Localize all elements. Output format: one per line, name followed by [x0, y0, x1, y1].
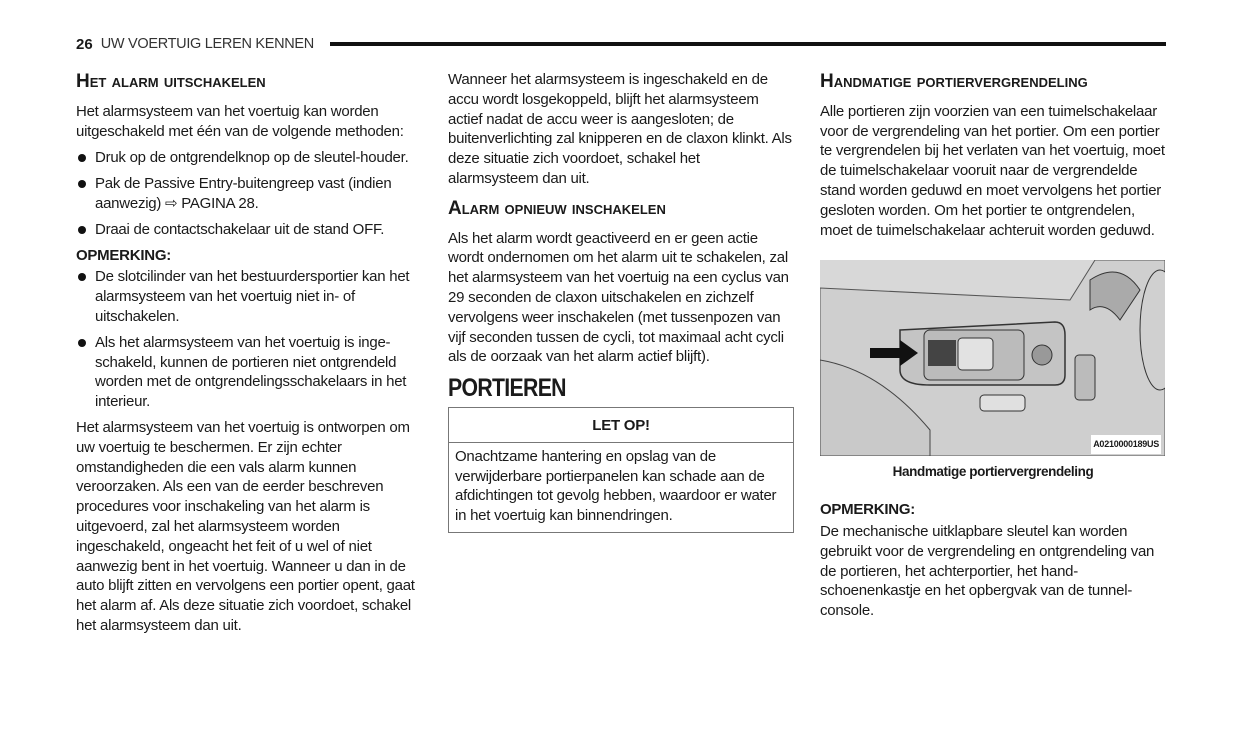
list-item: Pak de Passive Entry-buitengreep vast (indien aanwezig) ⇨ PAGINA 28. [76, 174, 421, 214]
figure-caption: Handmatige portiervergrendeling [892, 464, 1094, 480]
note-label: OPMERKING: [76, 246, 171, 264]
body-paragraph: Alle portieren zijn voorzien van een tuimelschakelaar voor de vergrendeling van het portier. Om een portier te vergrendelen bij het verlaten van het voertuig, moet de tuimelschakelaar vooruit naar de vergrendelde stand worden geduwd en moet vervolgens het portier gesloten worden. Om het portier te ontgrendelen, moet de tuimelschakelaar achteruit worden geduwd. [820, 102, 1165, 239]
figure-id: A0210000189US [1091, 435, 1161, 455]
note-label: OPMERKING: [820, 501, 915, 519]
caution-title: LET OP! [449, 408, 793, 443]
note-list [76, 267, 421, 412]
door-lock-figure [820, 260, 1165, 456]
list-item: Druk op de ontgrendelknop op de sleutel-houder. [76, 148, 421, 168]
body-paragraph: Wanneer het alarmsysteem is ingeschakeld en de accu wordt losgekoppeld, blijft het alarmsysteem actief nadat de accu weer is aangesloten; de buitenverlichting zal knipperen en de claxon klinkt. Als deze situatie zich voordoet, schakel het alarmsysteem dan uit. [448, 71, 792, 187]
body-paragraph: Als het alarm wordt geactiveerd en er geen actie wordt ondernomen om het alarm uit te schakelen, zal het alarmsysteem van het voertuig na een cyclus van 29 seconden de claxon uitschakelen en zichzelf vervolgens weer inschakelen (met tussenpozen van vijf seconden tussen de cycli, tot maximaal acht cycli als de oorzaak van het alarm actief blijft). [448, 229, 789, 366]
caution-text: Onachtzame hantering en opslag van de verwijderbare portierpanelen kan schade aan de afdichtingen tot gevolg hebben, waardoor er water in het voertuig kan binnendringen. [455, 447, 777, 525]
section-title: UW VOERTUIG LEREN KENNEN [100, 36, 314, 52]
heading-alarm-opnieuw: Alarm opnieuw inschakelen [448, 197, 666, 219]
list-item: Als het alarmsysteem van het voertuig is inge-schakeld, kunnen de portieren niet ontgrendeld worden met de ontgrendelingsschakelaars in het interieur. [76, 333, 421, 412]
door-panel-illustration [820, 260, 1165, 456]
method-list [76, 148, 421, 239]
caution-box [448, 407, 794, 533]
chapter-title: PORTIEREN [448, 374, 566, 403]
note-text: De mechanische uitklapbare sleutel kan worden gebruikt voor de vergrendeling en ontgrendeling van de portieren, het achterportier, het hand-schoenenkastje en het opbergvak van de tunnel-console. [820, 522, 1155, 620]
column-3 [820, 70, 1166, 628]
list-item: Draai de contactschakelaar uit de stand OFF. [76, 220, 421, 240]
column-1 [76, 70, 421, 643]
page-number: 26 [76, 35, 93, 53]
header-rule [330, 42, 1166, 46]
intro-paragraph: Het alarmsysteem van het voertuig kan worden uitgeschakeld met één van de volgende methoden: [76, 102, 404, 140]
heading-alarm-uitschakelen: Het alarm uitschakelen [76, 71, 266, 92]
body-paragraph: Het alarmsysteem van het voertuig is ontworpen om uw voertuig te beschermen. Er zijn echter omstandigheden die een vals alarm kunnen veroorzaken. Als een van de eerder beschreven procedures voor inschakeling van het alarm is uitgevoerd, zal het alarmsysteem worden ingeschakeld, ongeacht het feit of u wel of niet aanwezig bent in het voertuig. Wanneer u dan in de auto blijft zitten en vervolgens een portier opent, gaat het alarm af. Als deze situatie zich voordoet, schakel het alarmsysteem dan uit. [76, 418, 415, 634]
page-header [76, 34, 1166, 54]
list-item: De slotcilinder van het bestuurdersportier kan het alarmsysteem van het voertuig niet in- of uitschakelen. [76, 267, 421, 326]
heading-handmatige-vergrendeling: Handmatige portiervergrendeling [820, 71, 1088, 92]
column-2 [448, 70, 794, 533]
